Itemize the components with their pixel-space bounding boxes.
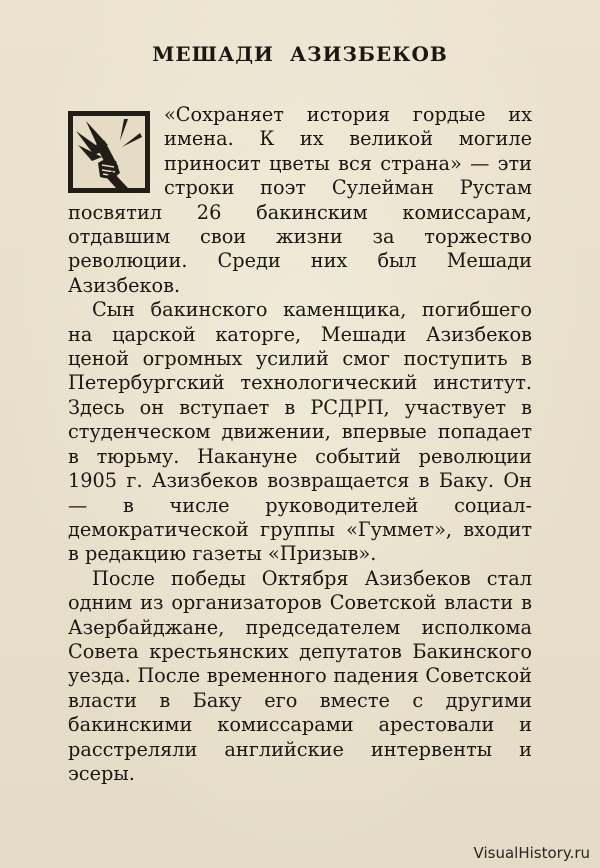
watermark: VisualHistory.ru (473, 844, 590, 862)
paragraph-october: После победы Октября Азизбеков стал одним из организаторов Советской власти в Азербайджане, председателем исполкома Совета крестьянских депутатов Бакинского уезда. После временного падения Советской власти в Баку его вместе с другими бакинскими комиссарами арестовали и расстреляли английские интервенты и эсеры. (68, 566, 532, 785)
torch-hand-icon (68, 111, 150, 193)
paragraph-biography: Сын бакинского каменщика, погибшего на царской каторге, Мешади Азизбеков ценой огромных усилий смог поступить в Петербургский технологический институт. Здесь он вступает в РСДРП, участвует в студенческом движении, впервые попадает в тюрьму. Накануне событий революции 1905 г. Азизбеков возвращается в Баку. Он — в числе руководителей социал-демократической группы «Гуммет», входит в редакцию газеты «Призыв». (68, 298, 532, 566)
paragraph-intro: «Сохраняет история гордые их имена. К их великой могиле приносит цветы вся страна» — эти строки поэт Сулейман Рустам посвятил 26 бакинским комиссарам, отдавшим свои жизни за торжество революции. Среди них был Мешади Азизбеков. (68, 103, 532, 297)
article-body (68, 103, 532, 786)
page-title: МЕШАДИ АЗИЗБЕКОВ (152, 42, 448, 66)
